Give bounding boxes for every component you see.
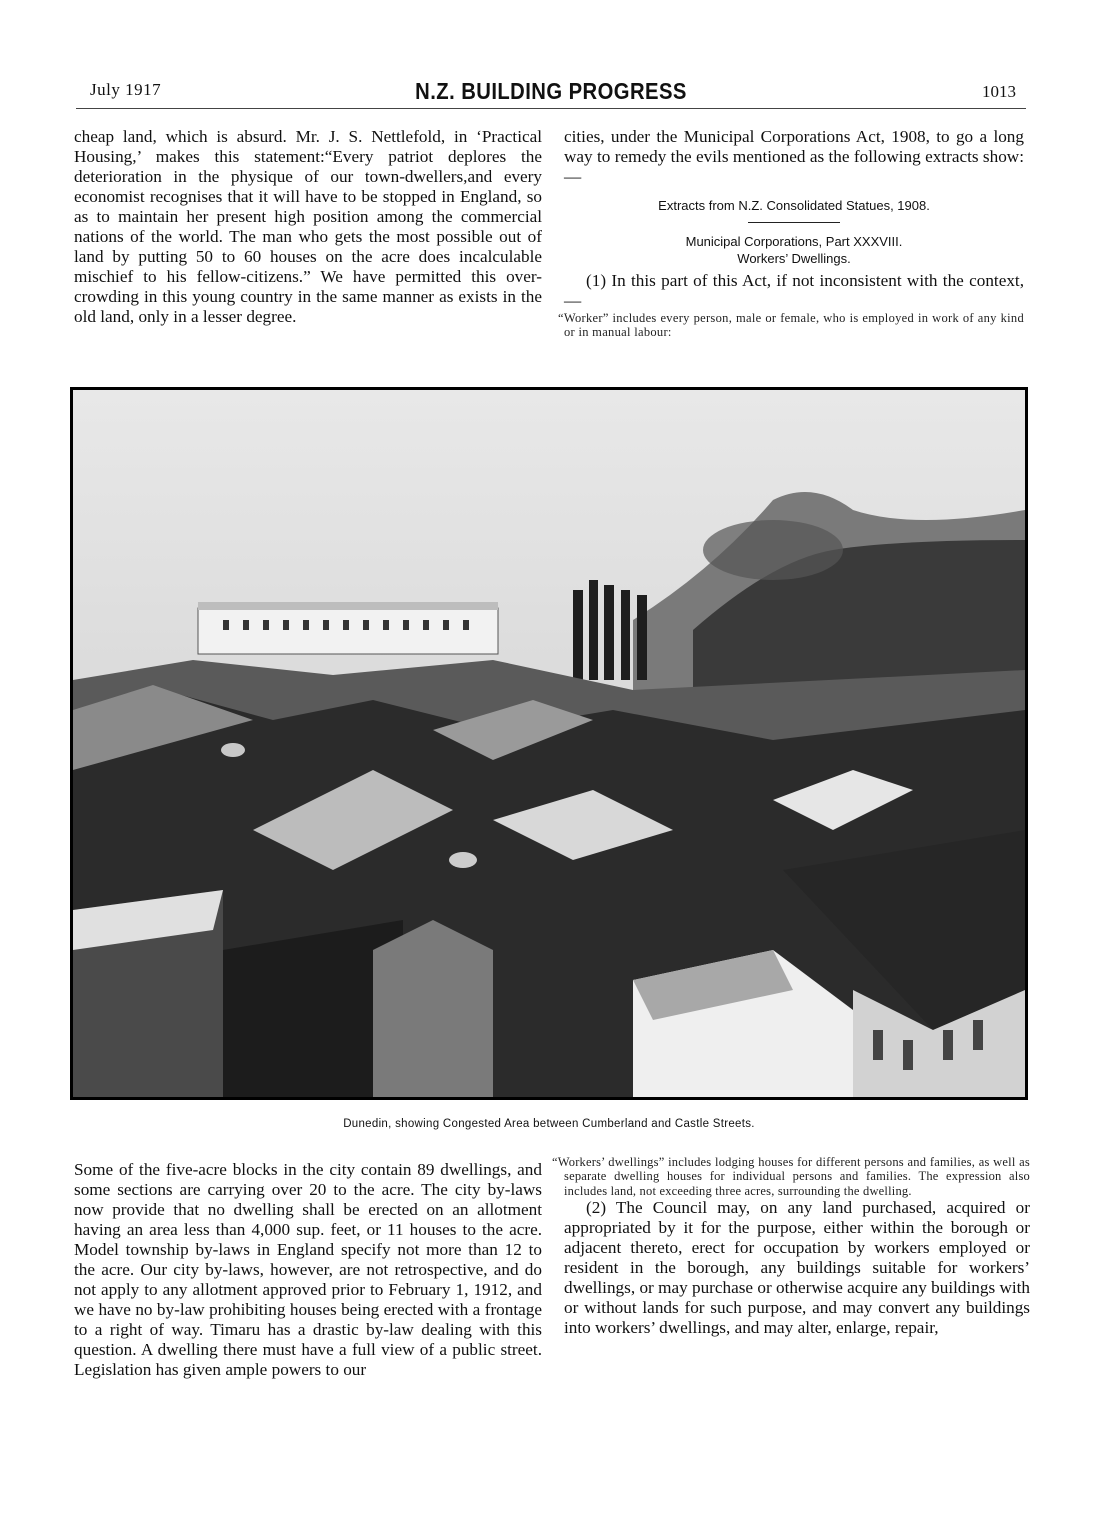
clause-1: (1) In this part of this Act, if not inconsistent with the context,— (564, 271, 1024, 310)
part-heading: Municipal Corporations, Part XXXVIII. (685, 234, 903, 249)
page-number: 1013 (982, 82, 1016, 101)
definition-worker: “Worker” includes every person, male or female, who is employed in work of any kind or in manual labour: (558, 311, 1024, 339)
page-header (76, 78, 1026, 109)
clause-2: (2) The Council may, on any land purchased, acquired or appropriated by it for the purpose, either within the borough or adjacent thereto, erect for occupation by workers employed or resident in the borough, any buildings suitable for workers’ dwellings, or may purchase or otherwise acquire any buildings with or without lands for such purpose, and may convert any buildings into workers’ dwellings, and may alter, enlarge, repair, (564, 1198, 1030, 1338)
halftone-photograph (70, 387, 1028, 1100)
intro-paragraph: cities, under the Municipal Corporations Act, 1908, to go a long way to remedy the evils mentioned as the following extracts show:— (564, 127, 1024, 186)
left-column-bottom (74, 1160, 542, 1380)
right-column-bottom (552, 1155, 1030, 1338)
right-column-top (558, 127, 1024, 339)
definition-workers-dwellings: “Workers’ dwellings” includes lodging houses for different persons and families, as well as separate dwelling houses for individual persons and families. The expression also includes land, not exceeding three acres, surrounding the dwelling. (552, 1155, 1030, 1198)
extracts-heading: Extracts from N.Z. Consolidated Statues, 1908. (658, 198, 930, 213)
left-column-top (74, 127, 542, 327)
issue-date: July 1917 (90, 80, 162, 99)
body-paragraph: cheap land, which is absurd. Mr. J. S. Nettlefold, in ‘Practical Housing,’ makes this statement:“Every patriot deplores the deterioration in the physique of our town-dwellers,and every economist recognises that it will have to be stopped in England, so as to maintain her present high position among the commercial nations of the world. The man who gets the most possible out of land by putting 50 to 60 houses on the acre does incalculable mischief to his fellow-citizens.” We have permitted this over-crowding in this young country in the same manner as exists in the old land, only in a lesser degree. (74, 127, 542, 326)
section-divider (748, 222, 840, 223)
publication-title: N.Z. BUILDING PROGRESS (415, 78, 687, 104)
photo-caption: Dunedin, showing Congested Area between Cumberland and Castle Streets. (343, 1118, 755, 1130)
part-subheading: Workers’ Dwellings. (737, 251, 851, 266)
body-paragraph-2: Some of the five-acre blocks in the city contain 89 dwellings, and some sections are carrying over 20 to the acre. The city by-laws now provide that no dwelling shall be erected on an allotment having an area less than 4,000 sup. feet, or 11 houses to the acre. Model township by-laws in England specify not more than 12 to the acre. Our city by-laws, however, are not retrospective, and do not apply to any allotment approved prior to February 1, 1912, and we have no by-law prohibiting houses being erected with a frontage to a right of way. Timaru has a drastic by-law dealing with this question. A dwelling there must have a full view of a public street. Legislation has given ample powers to our (74, 1160, 542, 1379)
city-rooftops-image (73, 390, 1025, 1097)
